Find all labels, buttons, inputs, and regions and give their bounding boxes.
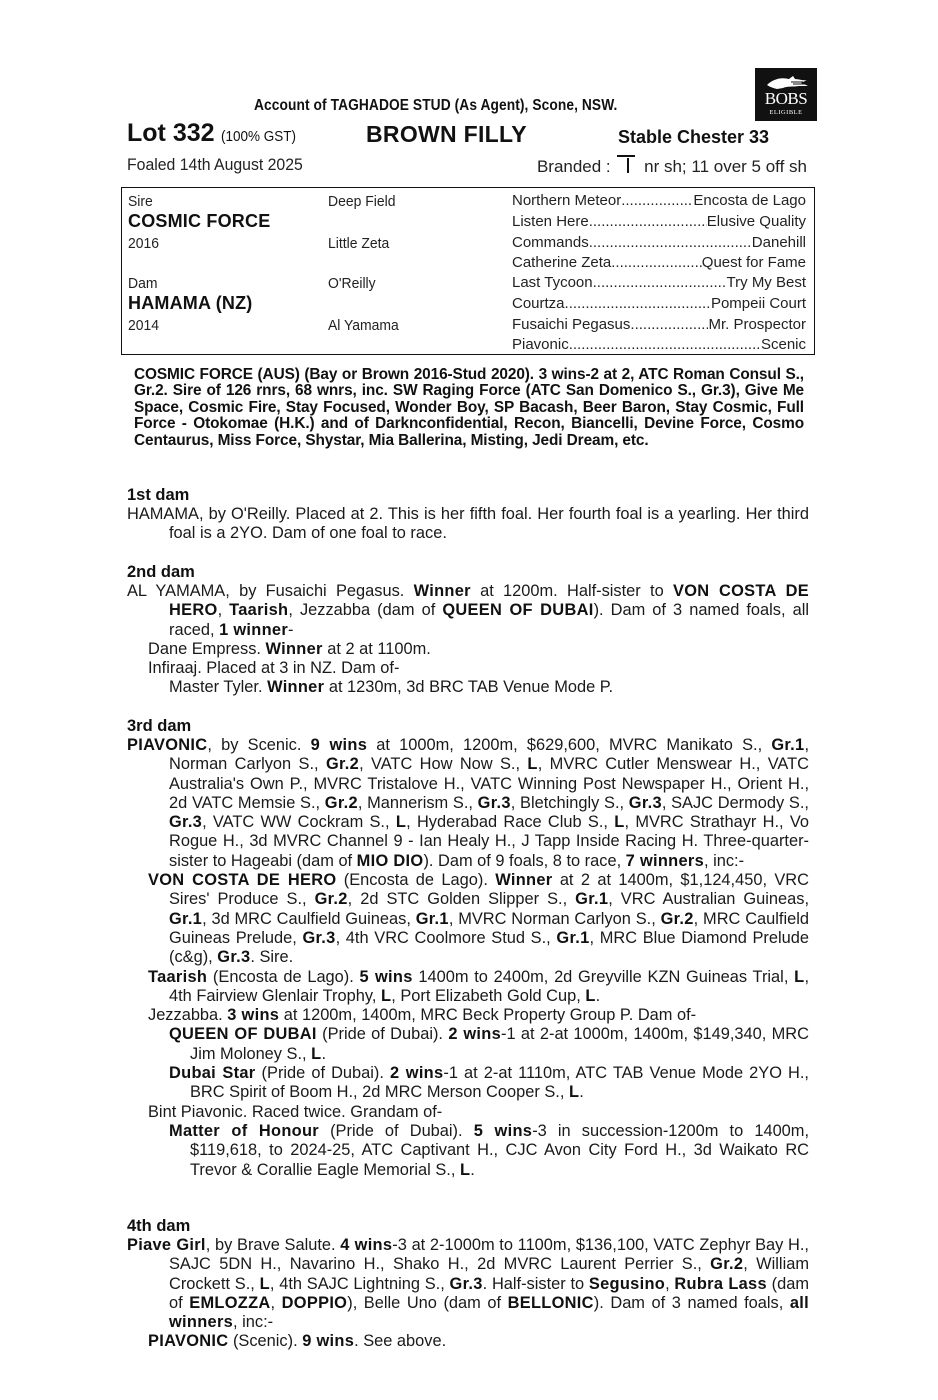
grandparent-sire: Listen Here — [512, 213, 589, 230]
dam-section-2nd — [127, 563, 809, 698]
dam-sire: O'Reilly — [328, 275, 376, 292]
text-run: , Port Elizabeth Gold Cup, — [391, 986, 586, 1005]
bold-highlight: Gr.3 — [302, 928, 336, 947]
bold-highlight: MIO DIO — [356, 851, 424, 870]
text-run: ). Dam of 9 foals, 8 to race, — [423, 851, 626, 870]
grandparent-dam-sire: Encosta de Lago — [693, 192, 806, 209]
pedigree-entry — [127, 1064, 809, 1103]
section-heading: 4th dam — [127, 1217, 191, 1235]
text-run: , 3d MRC Caulfield Guineas, — [202, 909, 416, 928]
bold-highlight: L — [395, 813, 407, 832]
lot-number — [127, 119, 305, 148]
bold-highlight: Gr.3 — [449, 1274, 483, 1293]
bold-highlight: 2 wins — [448, 1025, 501, 1044]
foaled-date: Foaled 14th August 2025 — [127, 155, 303, 174]
stable-location: Stable Chester 33 — [618, 127, 770, 147]
dam-entries — [127, 505, 809, 544]
grandparent-row — [512, 316, 806, 333]
bold-highlight: Gr.3 — [628, 793, 662, 812]
pedigree-entry — [127, 659, 809, 678]
dam-entries — [127, 1236, 809, 1352]
grandparent-sire: Catherine Zeta — [512, 254, 612, 271]
text-run: ). Dam of 3 named foals, — [593, 1293, 790, 1312]
text-run: , MRC Caulfield Guineas Prelude, — [169, 909, 809, 947]
grandparent-dam-sire: Mr. Prospector — [708, 316, 806, 333]
bold-highlight: 4 wins — [340, 1236, 393, 1254]
grandparent-dam-sire: Quest for Fame — [701, 254, 806, 271]
text-run: , — [270, 1293, 282, 1312]
bold-highlight: VON COSTA DE HERO — [169, 582, 809, 620]
text-run: at 1000m, 1200m, $629,600, MVRC Manikato S., — [367, 736, 772, 754]
bold-highlight: Taarish — [229, 601, 289, 620]
text-run: at 1200m, 1400m, MRC Beck Property Group P. Dam of- — [279, 1006, 697, 1025]
sire-summary: COSMIC FORCE (AUS) (Bay or Brown 2016-Stud 2020). 3 wins-2 at 2, ATC Roman Consul S., Gr.2. Sire of 126 rnrs, 68 wnrs, inc. SW Raging Force (ATC San Domenico S., Gr.3), Give Me Space, Cosmic Fire, Stay Focused, Wonder Boy, SP Bacash, Beer Baron, Stay Cosmic, Full Force - Otokomae (H.K.) and of Darknconfidential, Recon, Biancelli, Devine Force, Cosmo Centaurus, Miss Force, Shystar, Mia Ballerina, Misting, Jedi Dream, etc. — [134, 366, 804, 449]
text-run: -1 at 2-at 1110m, ATC TAB Venue Mode 2YO H., BRC Spirit of Boom H., 2d MRC Merson Cooper S., — [190, 1064, 809, 1102]
text-run: , 2d STC Golden Slipper S., — [347, 890, 576, 909]
text-run: at 2 at 1100m. — [322, 639, 431, 658]
dam-section-1st — [127, 486, 809, 544]
text-run: . — [470, 1160, 475, 1179]
text-run: , VATC WW Cockram S., — [202, 813, 396, 832]
pedigree-table — [121, 187, 815, 355]
grandparent-row — [512, 254, 806, 271]
text-run: (Pride of Dubai). — [318, 1121, 474, 1140]
bold-highlight: QUEEN OF DUBAI — [169, 1025, 317, 1044]
pedigree-entry — [127, 736, 809, 871]
text-run: , inc:- — [233, 1313, 274, 1332]
text-run: , Jezzabba (dam of — [288, 601, 443, 620]
pedigree-entry — [127, 582, 809, 640]
text-run: (Pride of Dubai). — [316, 1025, 449, 1044]
bold-highlight: BELLONIC — [507, 1293, 594, 1312]
bold-highlight: Gr.1 — [771, 736, 805, 754]
sire-sire: Deep Field — [328, 193, 396, 210]
sire-year: 2016 — [128, 235, 160, 252]
bold-highlight: Gr.3 — [477, 793, 511, 812]
branded-detail: nr sh; 11 over 5 off sh — [644, 157, 807, 176]
pedigree-entry — [127, 968, 809, 1007]
text-run: (Encosta de Lago). — [336, 871, 496, 890]
text-run: , MVRC Cutler Menswear H., VATC Australia's Own P., MVRC Tristalove H., VATC Winning Post Newspaper H., Orient H., 2d VATC Memsie S., — [169, 755, 809, 812]
text-run: , by Scenic. — [207, 736, 311, 754]
text-run: . — [595, 986, 601, 1005]
grandparent-sire: Courtza — [512, 295, 565, 312]
bold-highlight: L — [311, 1044, 322, 1063]
section-heading: 2nd dam — [127, 563, 195, 581]
bold-highlight: PIAVONIC — [127, 736, 208, 754]
bold-highlight: all winners — [169, 1293, 809, 1332]
bold-highlight: 9 wins — [310, 736, 368, 754]
text-run: . — [321, 1044, 327, 1063]
grandparent-row — [512, 213, 806, 230]
grandparent-sire: Fusaichi Pegasus — [512, 316, 631, 333]
bold-highlight: Gr.3 — [169, 813, 203, 832]
bold-highlight: Winner — [265, 639, 323, 658]
bold-highlight: L — [794, 967, 805, 986]
text-run: , 4th SAJC Lightning S., — [269, 1274, 450, 1293]
grandparent-row — [512, 274, 806, 291]
text-run: -3 in succession-1200m to 1400m, $119,618, to 2024-25, ATC Captivant H., CJC Avon City Ford H., 3d Waikato RC Trevor & Corallie Eagle Memorial S., — [190, 1121, 810, 1179]
grandparent-sire: Northern Meteor — [512, 192, 622, 209]
text-run: (Encosta de Lago). — [207, 967, 360, 986]
bold-highlight: VON COSTA DE HERO — [148, 871, 337, 890]
dam-dam: Al Yamama — [328, 317, 399, 334]
bold-highlight: Piave Girl — [127, 1236, 206, 1254]
sire-dam: Little Zeta — [328, 235, 390, 252]
text-run: , William Crockett S., — [169, 1255, 809, 1293]
bold-highlight: 2 wins — [389, 1064, 444, 1083]
bold-highlight: 3 wins — [227, 1006, 280, 1025]
pedigree-entry — [127, 1236, 809, 1332]
dam-entries — [127, 582, 809, 698]
bold-highlight: Gr.3 — [217, 948, 251, 967]
bold-highlight: DOPPIO — [281, 1293, 348, 1312]
bold-highlight: 7 winners — [625, 851, 704, 870]
bold-highlight: L — [259, 1274, 270, 1293]
pedigree-entry — [127, 640, 809, 659]
bold-highlight: Matter of Honour — [169, 1121, 319, 1140]
text-run: Dane Empress. — [148, 639, 266, 658]
text-run: (Scenic). — [228, 1332, 303, 1351]
gst-note: (100% GST) — [221, 128, 297, 145]
text-run: AL YAMAMA, by Fusaichi Pegasus. — [127, 582, 414, 600]
bold-highlight: 9 wins — [302, 1332, 355, 1351]
bold-highlight: 1 winner — [219, 620, 289, 639]
text-run: . Sire. — [250, 948, 294, 967]
sire-name: COSMIC FORCE — [128, 211, 271, 231]
dam-section-3rd — [127, 717, 809, 1180]
text-run: Infiraaj. Placed at 3 in NZ. Dam of- — [148, 659, 400, 678]
dam-year: 2014 — [128, 317, 160, 334]
text-run: , VRC Australian Guineas, — [608, 890, 809, 909]
text-run: . See above. — [354, 1332, 447, 1351]
bold-highlight: Gr.2 — [660, 909, 694, 928]
section-heading: 3rd dam — [127, 717, 192, 735]
vendor-account: Account of TAGHADOE STUD (As Agent), Scone, NSW. — [254, 97, 618, 114]
bold-highlight: Dubai Star — [169, 1064, 256, 1083]
text-run: . Half-sister to — [482, 1274, 589, 1293]
logo-subtext: ELIGIBLE — [769, 109, 803, 116]
text-run: -3 at 2-1000m to 1100m, $136,100, VATC Zephyr Bay H., SAJC 5DN H., Navarino H., Shako H., 2d MVRC Laurent Perrier S., — [169, 1236, 809, 1274]
text-run: , SAJC Dermody S., — [661, 793, 809, 812]
text-run: , Bletchingly S., — [510, 793, 629, 812]
sire-label: Sire — [128, 193, 153, 210]
bold-highlight: Rubra Lass — [674, 1274, 767, 1293]
bold-highlight: Gr.2 — [324, 793, 358, 812]
text-run: - — [288, 620, 294, 639]
text-run: , 4th Fairview Glenlair Trophy, — [169, 967, 809, 1005]
text-run: ), Belle Uno (dam of — [347, 1293, 508, 1312]
bold-highlight: L — [380, 986, 392, 1005]
text-run: , MVRC Strathayr H., Vo Rogue H., 3d MVRC Channel 9 - Ian Healy H., J Tapp Inside Racing H. Three-quarter-sister to Hageabi (dam of — [169, 813, 809, 870]
section-heading: 1st dam — [127, 486, 190, 504]
text-run: at 1230m, 3d BRC TAB Venue Mode P. — [324, 678, 614, 697]
pedigree-entry — [127, 1103, 809, 1122]
pedigree-entry — [127, 1006, 809, 1025]
text-run: , 4th VRC Coolmore Stud S., — [335, 928, 557, 947]
grandparent-dam-sire: Try My Best — [726, 274, 806, 291]
text-run: , Hyderabad Race Club S., — [406, 813, 615, 832]
pedigree-entry — [127, 871, 809, 967]
pedigree-entry — [127, 1332, 809, 1351]
bold-highlight: L — [585, 986, 596, 1005]
brand-mark-icon — [617, 155, 635, 175]
bold-highlight: 5 wins — [473, 1121, 533, 1140]
bold-highlight: Gr.1 — [575, 890, 609, 909]
text-run: Jezzabba. — [148, 1006, 228, 1025]
pedigree-entry — [127, 505, 809, 544]
text-run: HAMAMA, by O'Reilly. Placed at 2. This is her fifth foal. Her fourth foal is a yearling. Her third foal is a 2YO. Dam of one foal to race. — [127, 505, 809, 543]
grandparent-sire: Last Tycoon — [512, 274, 593, 291]
grandparent-row — [512, 192, 806, 209]
bold-highlight: Winner — [495, 871, 553, 890]
bold-highlight: L — [568, 1083, 580, 1102]
bold-highlight: PIAVONIC — [148, 1332, 229, 1351]
bold-highlight: Gr.1 — [169, 909, 203, 928]
grandparent-row — [512, 336, 806, 353]
branded-label: Branded : — [536, 157, 611, 176]
horse-type: BROWN FILLY — [366, 121, 527, 147]
pedigree-entry — [127, 1122, 809, 1180]
text-run: , inc:- — [703, 851, 745, 870]
text-run: , VATC How Now S., — [359, 755, 528, 774]
grandparent-dam-sire: Elusive Quality — [706, 213, 806, 230]
text-run: , MVRC Norman Carlyon S., — [448, 909, 661, 928]
text-run: (dam of — [169, 1274, 809, 1312]
bold-highlight: EMLOZZA — [189, 1293, 271, 1312]
bold-highlight: Gr.1 — [415, 909, 449, 928]
text-run: Bint Piavonic. Raced twice. Grandam of- — [148, 1102, 443, 1121]
grandparent-row — [512, 295, 806, 312]
bold-highlight: 5 wins — [359, 967, 413, 986]
text-run: , — [217, 601, 230, 620]
grandparent-dam-sire: Pompeii Court — [710, 295, 806, 312]
text-run: , — [665, 1274, 675, 1293]
text-run: , Norman Carlyon S., — [169, 736, 809, 774]
text-run: , by Brave Salute. — [205, 1236, 341, 1254]
grandparent-dam-sire: Danehill — [751, 234, 806, 251]
grandparent-dam-sire: Scenic — [760, 336, 806, 353]
text-run: , Mannerism S., — [357, 793, 478, 812]
dam-label: Dam — [128, 275, 158, 292]
text-run: Master Tyler. — [169, 678, 268, 697]
bold-highlight: QUEEN OF DUBAI — [442, 601, 594, 620]
bold-highlight: Gr.1 — [556, 928, 590, 947]
pedigree-entry — [127, 678, 809, 697]
bold-highlight: L — [614, 813, 625, 832]
text-run: at 1200m. Half-sister to — [470, 582, 673, 600]
grandparent-sire: Piavonic — [512, 336, 569, 353]
bold-highlight: Gr.2 — [710, 1255, 744, 1274]
logo-text: BOBS — [764, 89, 808, 108]
bold-highlight: L — [459, 1160, 471, 1179]
dam-name: HAMAMA (NZ) — [128, 293, 253, 313]
bold-highlight: Winner — [413, 582, 471, 600]
text-run: 1400m to 2400m, 2d Greyville KZN Guineas Trial, — [412, 967, 795, 986]
grandparent-row — [512, 234, 806, 251]
pedigree-entry — [127, 1025, 809, 1064]
bobs-eligible-logo — [755, 68, 817, 121]
brand-info — [537, 155, 807, 177]
dam-entries — [127, 736, 809, 1180]
grandparent-sire: Commands — [512, 234, 589, 251]
dam-section-4th — [127, 1217, 809, 1352]
lot-label: Lot 332 — [127, 119, 215, 147]
bold-highlight: L — [527, 755, 538, 774]
text-run: ). Dam of 3 named foals, all raced, — [169, 601, 809, 639]
bold-highlight: Gr.2 — [314, 890, 348, 909]
text-run: . — [579, 1083, 584, 1102]
bold-highlight: Gr.2 — [325, 755, 360, 774]
text-run: , MRC Blue Diamond Prelude (c&g), — [169, 928, 809, 967]
bold-highlight: Winner — [267, 678, 325, 697]
bold-highlight: Segusino — [588, 1274, 666, 1293]
text-run: -1 at 2-at 1000m, 1400m, $149,340, MRC Jim Moloney S., — [190, 1025, 809, 1063]
text-run: at 2 at 1400m, $1,124,450, VRC Sires' Produce S., — [169, 871, 809, 909]
text-run: (Pride of Dubai). — [255, 1064, 390, 1083]
bold-highlight: Taarish — [148, 967, 208, 986]
